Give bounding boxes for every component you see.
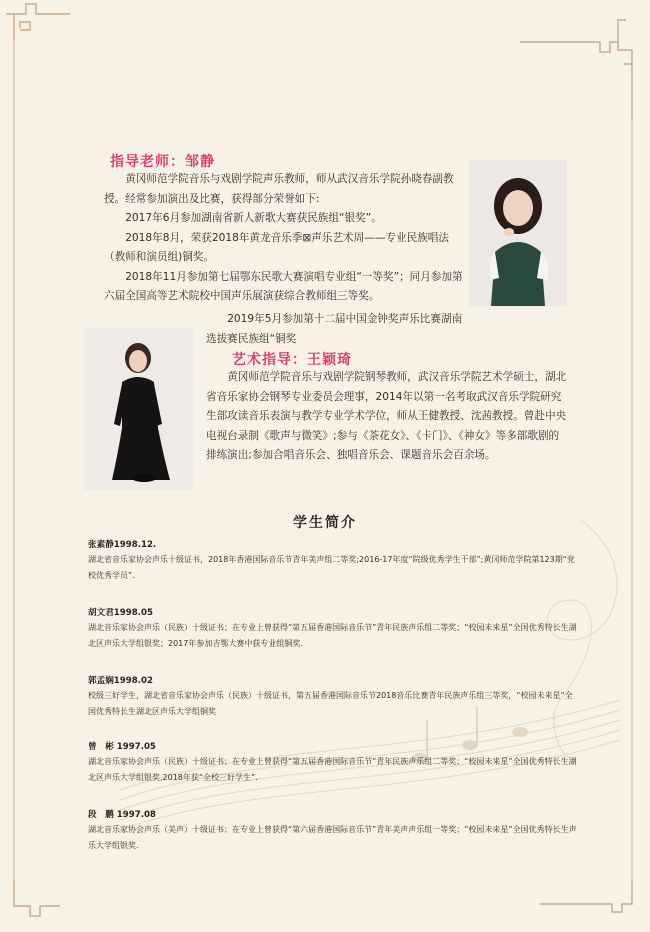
student-entry [88, 808, 580, 854]
student-name: 郭孟娴1998.02 [88, 676, 153, 686]
teacher2-heading: 艺术指导：王颖琦 [232, 352, 352, 368]
teacher1-bio [104, 170, 466, 307]
teacher1-paragraph: 2019年5月参加第十二届中国金钟奖声乐比赛湖南选拔赛民族组“铜奖 [206, 313, 463, 345]
student-entry [88, 740, 580, 786]
student-name: 段 鹏 1997.08 [88, 810, 156, 820]
student-desc: 湖北音乐家协会声乐（民族）十级证书；在专业上曾获得“第五届香港国际音乐节”青年民族声乐组二等奖；“校园未来星”全国优秀特长生湖北区声乐大学组银奖；2017年参加吉鄂大赛中获专业组铜奖. [88, 623, 577, 648]
student-desc: 湖北音乐家协会声乐（美声）十级证书；在专业上曾获得“第六届香港国际音乐节”青年美声声乐组一等奖；“校园未来星”全国优秀特长生声乐大学组银奖. [88, 825, 577, 850]
teacher1-paragraph: 2018年11月参加第七届鄂东民歌大赛演唱专业组“一等奖”；同月参加第六届全国高等艺术院校中国声乐展演获综合教师组三等奖。 [104, 270, 463, 302]
teacher1-heading: 指导老师：邹静 [110, 154, 215, 170]
student-entry [88, 674, 580, 720]
teacher1-photo [469, 160, 567, 306]
student-desc: 湖北音乐家协会声乐（民族）十级证书；在专业上曾获得“第五届香港国际音乐节”青年民族声乐组二等奖；“校园未来星”全国优秀特长生湖北区声乐大学组银奖,2018年获“全校三好学生”. [88, 757, 577, 782]
student-desc: 湖北省音乐家协会声乐十级证书，2018年香港国际音乐节青年美声组二等奖;2016-17年度“院级优秀学生干部”;黄冈师范学院第123期“党校优秀学员”. [88, 555, 575, 580]
student-entry [88, 538, 580, 584]
teacher1-paragraph: 黄冈师范学院音乐与戏剧学院声乐教师，师从武汉音乐学院孙晓春副教授。经常参加演出及比赛，获得部分荣誉如下: [104, 173, 454, 205]
student-entry [88, 606, 580, 652]
student-desc: 校级三好学生，湖北省音乐家协会声乐（民族）十级证书，第五届香港国际音乐节2018音乐比赛青年民族声乐组三等奖，“校园未来星”全国优秀特长生湖北区声乐大学组铜奖 [88, 691, 573, 716]
teacher1-paragraph: 2018年8月，荣获2018年黄龙音乐季⊠声乐艺术周——专业民族唱法（教师和演员组)铜奖。 [104, 231, 449, 263]
student-name: 张素静1998.12. [88, 540, 157, 550]
students-section-title: 学生简介 [293, 515, 357, 531]
teacher2-bio [206, 368, 568, 466]
student-name: 胡文君1998.05 [88, 608, 153, 618]
teacher2-photo [84, 328, 193, 490]
student-name: 曾 彬 1997.05 [88, 742, 156, 752]
teacher2-paragraph: 黄冈师范学院音乐与戏剧学院钢琴教师，武汉音乐学院艺术学硕士，湖北省音乐家协会钢琴专业委员会理事，2014年以第一名考取武汉音乐学院研究生部攻读音乐表演与教学专业学术学位，师从王健教授、沈茜教授。曾赴中央电视台录制《歌声与微笑》;参与《茶花女》、《卡门》、《神女》等多部歌剧的排练演出;参加合唱音乐会、独唱音乐会、课题音乐会百余场。 [206, 371, 567, 461]
teacher1-paragraph: 2017年6月参加湖南省新人新歌大赛获民族组“银奖”。 [125, 212, 382, 224]
teacher1-bio-last [206, 310, 468, 349]
